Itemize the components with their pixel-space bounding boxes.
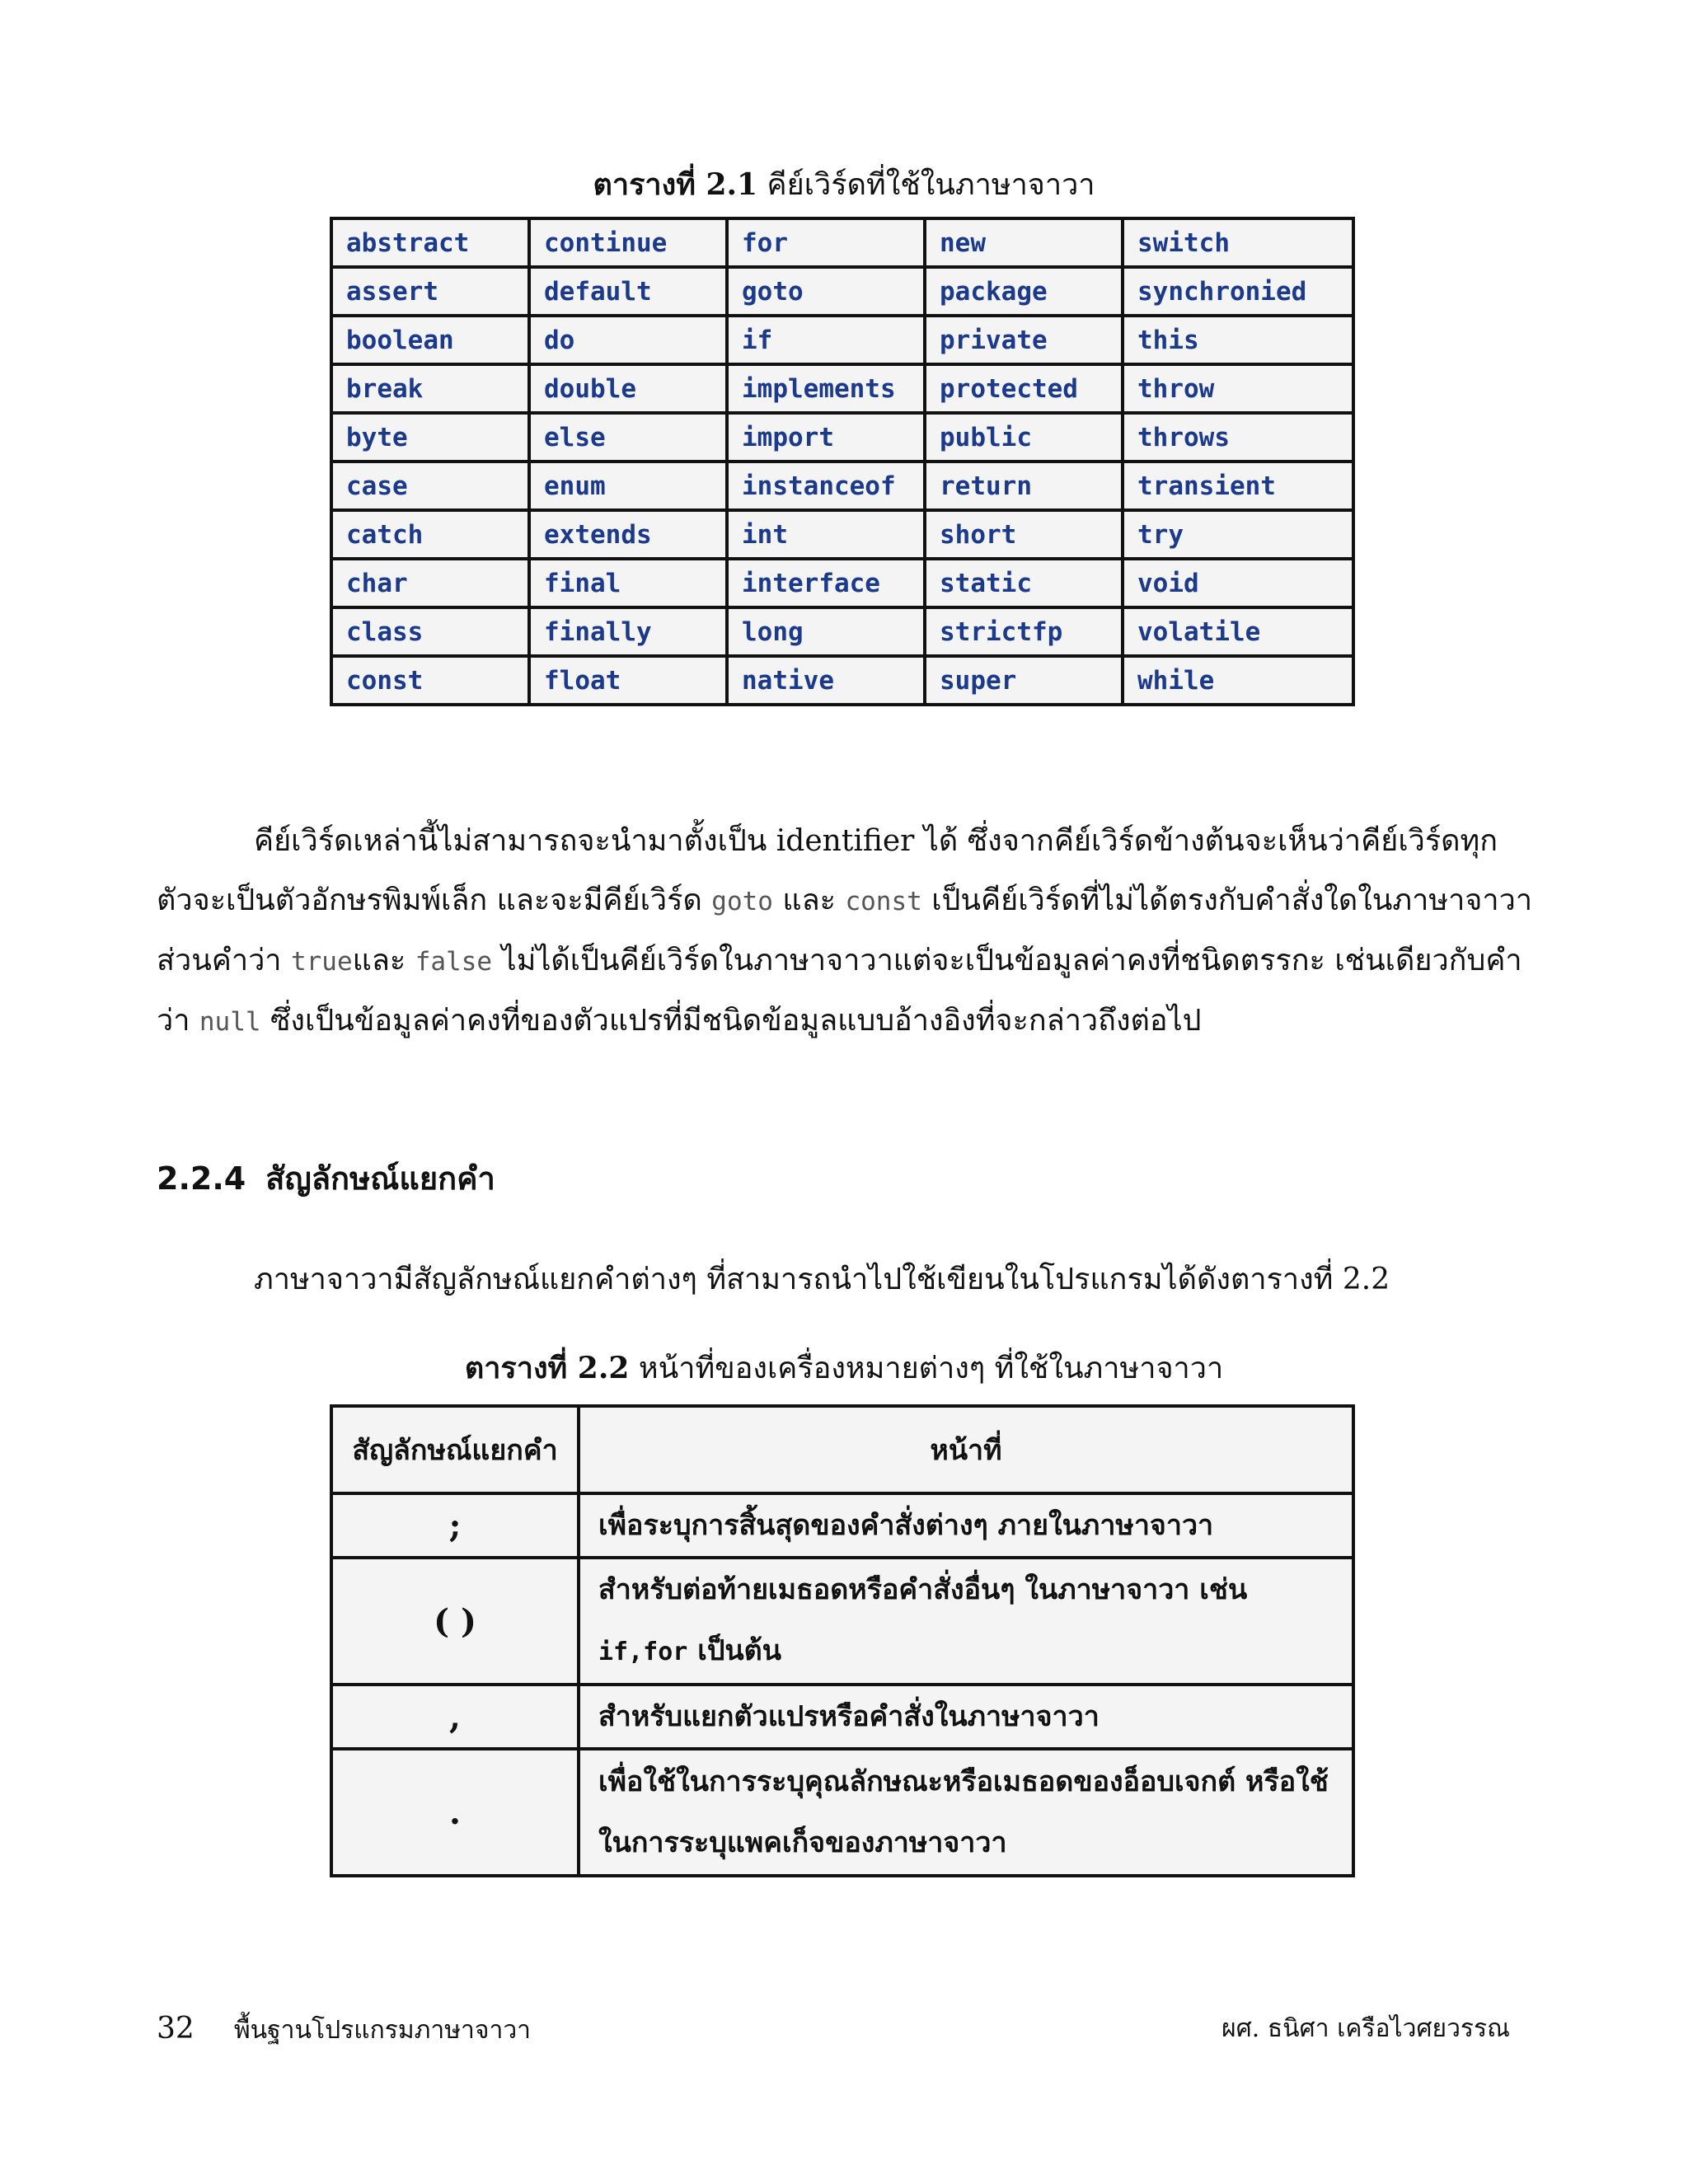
desc-cell [579, 1558, 1353, 1685]
keyword-cell: enum [529, 462, 727, 510]
table-row [331, 1749, 1353, 1876]
table1-caption-text: คีย์เวิร์ดที่ใช้ในภาษาจาวา [767, 168, 1095, 202]
keyword-cell: switch [1123, 218, 1353, 267]
keyword-cell: else [529, 413, 727, 462]
separator-table-header [331, 1406, 1353, 1493]
keyword-cell: strictfp [925, 607, 1123, 656]
desc-code: if,for [598, 1638, 688, 1666]
table-row [331, 267, 1353, 316]
table-row [331, 607, 1353, 656]
keyword-cell: synchronied [1123, 267, 1353, 316]
keyword-cell: long [727, 607, 925, 656]
desc-cell: สำหรับแยกตัวแปรหรือคำสั่งในภาษาจาวา [579, 1685, 1353, 1749]
keyword-cell: case [331, 462, 529, 510]
keyword-cell: default [529, 267, 727, 316]
keyword-cell: implements [727, 364, 925, 413]
table-row [331, 413, 1353, 462]
table2-caption [0, 1350, 1688, 1387]
para-text-5: ไม่ได้เป็นคีย์เวิร์ดในภาษาจาวาแต่จะเป็นข้อมูลค่าคงที่ชนิดตรรกะ เช่นเดียวกับคำว่า [157, 944, 1522, 1038]
para-text-6: ซึ่งเป็นข้อมูลค่าคงที่ของตัวแปรที่มีชนิดข้อมูลแบบอ้างอิงที่จะกล่าวถึงต่อไป [270, 1004, 1202, 1038]
keyword-cell: for [727, 218, 925, 267]
keyword-cell: transient [1123, 462, 1353, 510]
table1-caption-label: ตารางที่ 2.1 [593, 167, 758, 202]
keyword-cell: class [331, 607, 529, 656]
keyword-cell: boolean [331, 316, 529, 364]
keyword-cell: throws [1123, 413, 1353, 462]
keyword-cell: native [727, 656, 925, 705]
keyword-cell: if [727, 316, 925, 364]
keyword-cell: super [925, 656, 1123, 705]
para-text-1: คีย์เวิร์ดเหล่านี้ไม่สามารถจะนำมาตั้งเป็น identifier ได้ ซึ่งจากคีย์เวิร์ดข้างต้นจะเห็นว่าคีย์เวิร์ดทุกตัวจะเป็นตัวอักษรพิมพ์เล็ก และจะมีคีย์เวิร์ด [157, 824, 1498, 917]
table-row [331, 462, 1353, 510]
keyword-cell: this [1123, 316, 1353, 364]
desc-cell: เพื่อระบุการสิ้นสุดของคำสั่งต่างๆ ภายในภาษาจาวา [579, 1493, 1353, 1558]
table-row [331, 656, 1353, 705]
section-intro: ภาษาจาวามีสัญลักษณ์แยกคำต่างๆ ที่สามารถนำไปใช้เขียนในโปรแกรมได้ดังตารางที่ 2.2 [254, 1263, 1390, 1296]
keyword-cell: import [727, 413, 925, 462]
keyword-paragraph [157, 812, 1533, 1052]
keyword-cell: protected [925, 364, 1123, 413]
desc-cell: เพื่อใช้ในการระบุคุณลักษณะหรือเมธอดของอ็อบเจกต์ หรือใช้ในการระบุแพคเก็จของภาษาจาวา [579, 1749, 1353, 1876]
keyword-cell: double [529, 364, 727, 413]
keyword-cell: float [529, 656, 727, 705]
para-text-2: และ [782, 883, 837, 917]
keyword-cell: public [925, 413, 1123, 462]
keyword-cell: instanceof [727, 462, 925, 510]
table-row [331, 364, 1353, 413]
desc-text: สำหรับต่อท้ายเมธอดหรือคำสั่งอื่นๆ ในภาษาจาวา เช่น [598, 1573, 1248, 1606]
symbol-cell: , [331, 1685, 579, 1749]
section-title: สัญลักษณ์แยกคำ [265, 1160, 495, 1197]
footer-left [157, 2011, 531, 2049]
keyword-cell: volatile [1123, 607, 1353, 656]
keyword-cell: char [331, 559, 529, 607]
keyword-cell: return [925, 462, 1123, 510]
keyword-cell: while [1123, 656, 1353, 705]
code-const: const [845, 887, 922, 916]
keyword-cell: int [727, 510, 925, 559]
keyword-cell: interface [727, 559, 925, 607]
symbol-cell: ; [331, 1493, 579, 1558]
footer-author: ผศ. ธนิศา เครือไวศยวรรณ [1221, 2014, 1510, 2043]
keyword-cell: static [925, 559, 1123, 607]
keyword-cell: goto [727, 267, 925, 316]
keyword-cell: continue [529, 218, 727, 267]
keyword-cell: catch [331, 510, 529, 559]
keyword-cell: do [529, 316, 727, 364]
symbol-cell: ( ) [331, 1558, 579, 1685]
symbol-cell: . [331, 1749, 579, 1876]
table-row [331, 559, 1353, 607]
section-heading [157, 1154, 495, 1203]
table2-caption-text: หน้าที่ของเครื่องหมายต่างๆ ที่ใช้ในภาษาจาวา [638, 1352, 1224, 1385]
header-symbol: สัญลักษณ์แยกคำ [331, 1406, 579, 1493]
keyword-cell: final [529, 559, 727, 607]
table1-caption [0, 166, 1688, 204]
keyword-cell: void [1123, 559, 1353, 607]
keyword-cell: short [925, 510, 1123, 559]
keyword-cell: private [925, 316, 1123, 364]
page-number: 32 [157, 2012, 195, 2046]
code-null: null [199, 1007, 261, 1037]
table2-caption-label: ตารางที่ 2.2 [464, 1351, 630, 1385]
para-text-3: เป็นคีย์เวิร์ดที่ไม่ได้ตรงกับคำสั่งใดในภาษาจาวา ส่วนคำว่า [157, 883, 1533, 977]
code-goto: goto [711, 887, 773, 916]
para-text-4: และ [352, 944, 406, 977]
table-row [331, 510, 1353, 559]
keyword-cell: break [331, 364, 529, 413]
table-row [331, 218, 1353, 267]
keyword-cell: package [925, 267, 1123, 316]
table-row [331, 1685, 1353, 1749]
keyword-cell: byte [331, 413, 529, 462]
table-row [331, 1558, 1353, 1685]
code-false: false [415, 947, 493, 977]
keyword-cell: const [331, 656, 529, 705]
section-number: 2.2.4 [157, 1160, 246, 1197]
separator-table [330, 1404, 1355, 1877]
table-row [331, 316, 1353, 364]
keyword-cell: extends [529, 510, 727, 559]
desc-tail: เป็นต้น [697, 1634, 781, 1667]
keyword-cell: abstract [331, 218, 529, 267]
book-title: พื้นฐานโปรแกรมภาษาจาวา [233, 2016, 532, 2045]
header-function: หน้าที่ [579, 1406, 1353, 1493]
keyword-cell: throw [1123, 364, 1353, 413]
keyword-table [330, 217, 1355, 706]
keyword-cell: finally [529, 607, 727, 656]
table-row [331, 1493, 1353, 1558]
keyword-cell: try [1123, 510, 1353, 559]
code-true: true [290, 947, 353, 977]
keyword-cell: new [925, 218, 1123, 267]
keyword-cell: assert [331, 267, 529, 316]
